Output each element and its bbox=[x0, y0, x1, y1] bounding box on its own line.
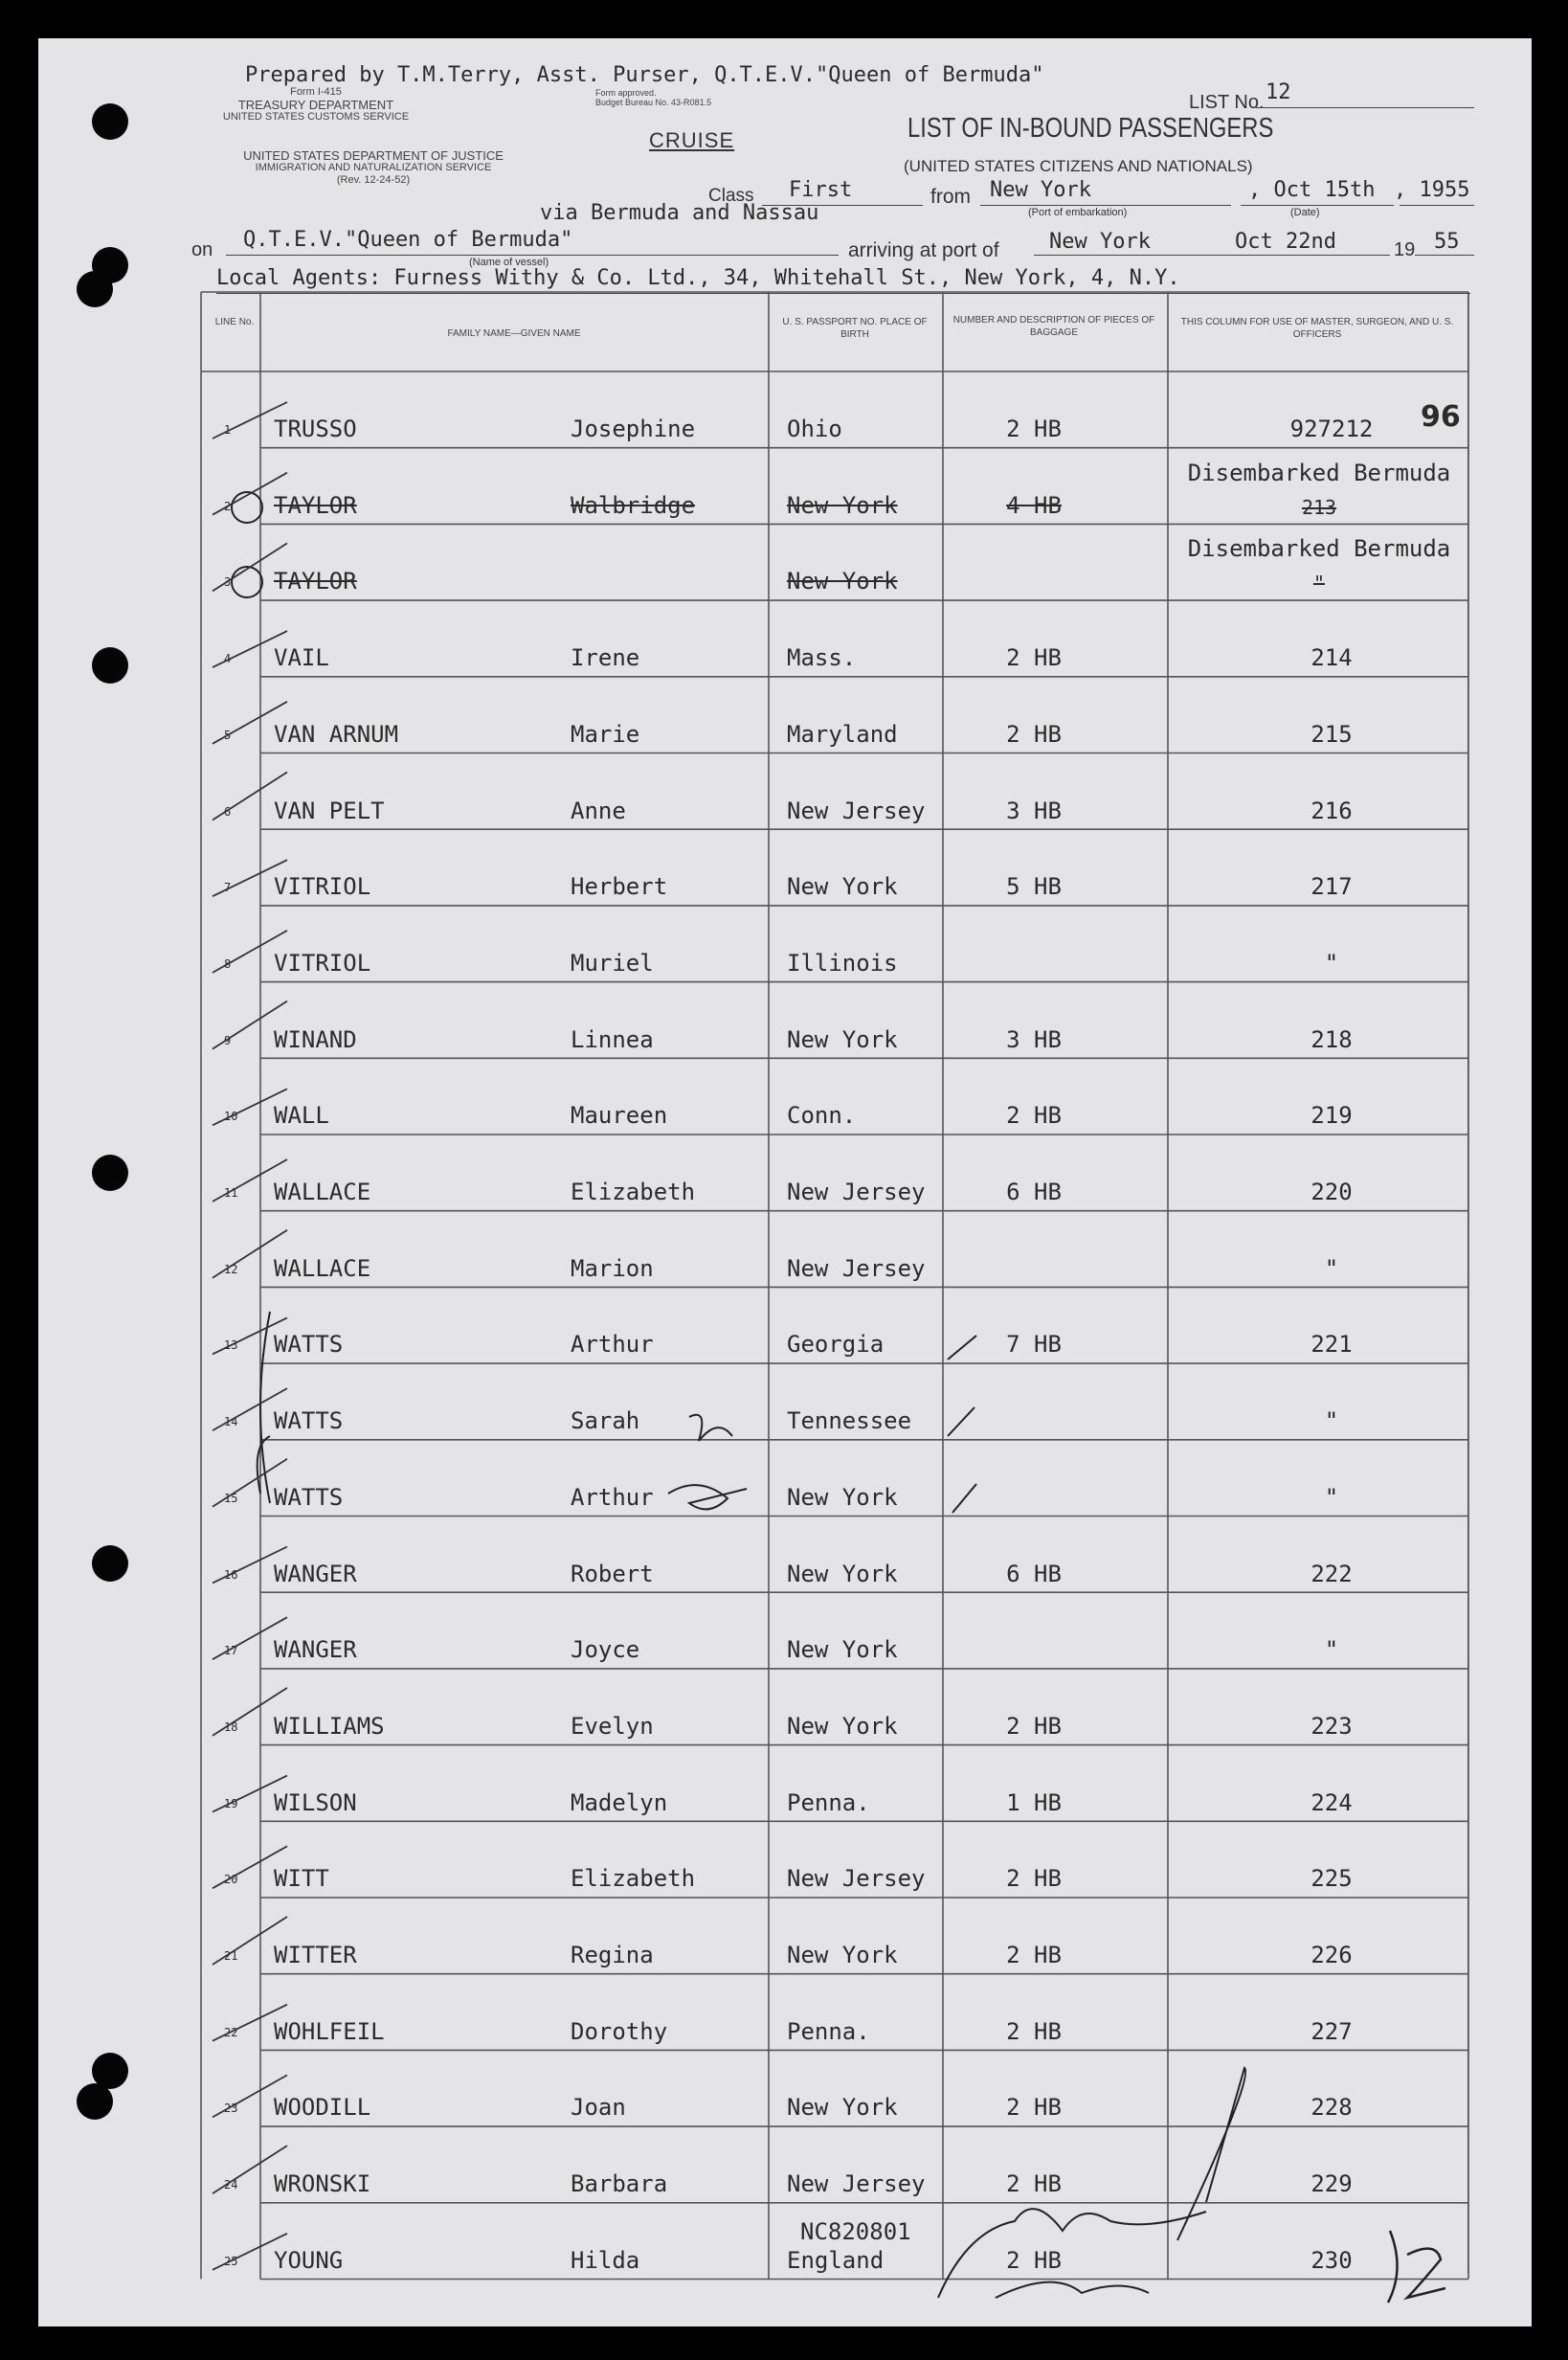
family-name: WRONSKI bbox=[274, 2170, 371, 2198]
col-header-name: FAMILY NAME—GIVEN NAME bbox=[447, 328, 581, 339]
line-number: 2 bbox=[224, 499, 232, 513]
port-embark-note: (Port of embarkation) bbox=[1028, 207, 1128, 218]
official-number: 220 bbox=[1310, 1179, 1353, 1205]
line-number: 3 bbox=[224, 575, 232, 590]
place-of-birth: Penna. bbox=[787, 2017, 870, 2045]
baggage-count: 7 HB bbox=[1006, 1331, 1062, 1359]
line-number: 1 bbox=[224, 423, 232, 437]
place-of-birth: Illinois bbox=[787, 949, 898, 977]
vessel-note: (Name of vessel) bbox=[469, 257, 549, 268]
place-of-birth: Georgia bbox=[787, 1331, 885, 1359]
cruise-label: CRUISE bbox=[649, 128, 735, 152]
line-number: 7 bbox=[224, 881, 232, 895]
official-number: 225 bbox=[1310, 1865, 1353, 1893]
class-label: Class bbox=[708, 186, 754, 206]
given-name: Joan bbox=[571, 2094, 626, 2122]
given-name: Joyce bbox=[571, 1636, 640, 1664]
line-number: 22 bbox=[224, 2025, 238, 2039]
family-name: WALL bbox=[274, 1102, 329, 1130]
given-name: Marie bbox=[571, 720, 640, 748]
given-name: Robert bbox=[571, 1560, 654, 1587]
family-name: WALLACE bbox=[274, 1179, 371, 1205]
place-of-birth: New York bbox=[787, 873, 898, 901]
given-name: Elizabeth bbox=[571, 1865, 696, 1893]
disembarked-note: Disembarked Bermuda bbox=[1187, 535, 1451, 563]
place-of-birth: New York bbox=[787, 1942, 898, 1968]
official-number: 219 bbox=[1310, 1102, 1353, 1130]
line-number: 9 bbox=[224, 1033, 232, 1047]
given-name: Josephine bbox=[571, 416, 696, 442]
family-name: TAYLOR bbox=[274, 491, 357, 519]
place-of-birth: New York bbox=[787, 1636, 898, 1664]
line-number: 17 bbox=[224, 1644, 238, 1658]
line-number: 25 bbox=[224, 2254, 238, 2268]
family-name: WITTER bbox=[274, 1942, 357, 1968]
given-name: Evelyn bbox=[571, 1712, 654, 1740]
line-number: 10 bbox=[224, 1110, 238, 1124]
given-name: Madelyn bbox=[571, 1788, 668, 1816]
family-name: VAIL bbox=[274, 644, 329, 672]
official-number: 223 bbox=[1310, 1712, 1353, 1740]
line-number: 20 bbox=[224, 1873, 238, 1887]
baggage-count: 2 HB bbox=[1006, 416, 1062, 442]
official-number: " bbox=[1324, 1483, 1339, 1511]
official-number: 227 bbox=[1310, 2017, 1353, 2045]
official-number: " bbox=[1324, 1636, 1339, 1664]
official-number: 217 bbox=[1310, 873, 1353, 901]
family-name: VITRIOL bbox=[274, 949, 371, 977]
place-of-birth: New Jersey bbox=[787, 2170, 926, 2198]
family-name: WINAND bbox=[274, 1025, 357, 1053]
baggage-count: 3 HB bbox=[1006, 1025, 1062, 1053]
from-label: from bbox=[930, 186, 971, 208]
official-number: 215 bbox=[1310, 720, 1353, 748]
given-name: Herbert bbox=[571, 873, 668, 901]
prepared-by-line: Prepared by T.M.Terry, Asst. Purser, Q.T.E.V."Queen of Bermuda" bbox=[245, 63, 1044, 87]
given-name: Marion bbox=[571, 1254, 654, 1282]
official-number: 213 bbox=[1301, 495, 1337, 519]
form-approved: Form approved. Budget Bureau No. 43-R081.5 bbox=[595, 88, 712, 107]
date-note: (Date) bbox=[1290, 207, 1320, 218]
arriving-label: arriving at port of bbox=[848, 239, 999, 261]
col-header-baggage: NUMBER AND DESCRIPTION OF PIECES OF BAGGAGE bbox=[952, 315, 1155, 338]
line-number: 24 bbox=[224, 2178, 238, 2192]
given-name: Linnea bbox=[571, 1025, 654, 1053]
line-number: 14 bbox=[224, 1415, 238, 1429]
from-value: New York bbox=[990, 178, 1091, 202]
baggage-count: 6 HB bbox=[1006, 1560, 1062, 1587]
baggage-count: 2 HB bbox=[1006, 720, 1062, 748]
manifest-subtitle: (UNITED STATES CITIZENS AND NATIONALS) bbox=[904, 157, 1253, 175]
place-of-birth: New York bbox=[787, 568, 898, 596]
official-number: " bbox=[1324, 949, 1339, 977]
place-of-birth: Penna. bbox=[787, 1788, 870, 1816]
list-no-label: LIST No. bbox=[1189, 92, 1265, 113]
given-name: Sarah bbox=[571, 1407, 640, 1435]
official-number: " bbox=[1312, 572, 1326, 596]
year-from: , 1955 bbox=[1394, 178, 1470, 202]
baggage-count: 2 HB bbox=[1006, 1712, 1062, 1740]
place-of-birth: New Jersey bbox=[787, 1865, 926, 1893]
col-header-passport: U. S. PASSPORT NO. PLACE OF BIRTH bbox=[782, 317, 928, 340]
given-name: Arthur bbox=[571, 1331, 654, 1359]
family-name: WITT bbox=[274, 1865, 329, 1893]
baggage-count: 2 HB bbox=[1006, 1865, 1062, 1893]
given-name: Irene bbox=[571, 644, 640, 672]
class-value: First bbox=[789, 178, 853, 202]
line-number: 11 bbox=[224, 1186, 238, 1200]
local-agents: Local Agents: Furness Withy & Co. Ltd., 34, Whitehall St., New York, 4, N.Y. bbox=[216, 266, 1180, 290]
given-name: Barbara bbox=[571, 2170, 668, 2198]
list-no-value: 12 bbox=[1266, 80, 1291, 104]
line-number: 5 bbox=[224, 728, 232, 742]
page-number-stamp: 96 bbox=[1421, 400, 1461, 434]
arrival-date: Oct 22nd bbox=[1235, 230, 1336, 254]
place-of-birth: New Jersey bbox=[787, 1254, 926, 1282]
on-label: on bbox=[191, 239, 213, 260]
line-number: 15 bbox=[224, 1491, 238, 1505]
given-name: Walbridge bbox=[571, 491, 696, 519]
given-name: Hilda bbox=[571, 2246, 640, 2274]
official-number: 221 bbox=[1310, 1331, 1353, 1359]
year-label: 19 bbox=[1394, 239, 1416, 260]
form-id: Form I-415 TREASURY DEPARTMENT UNITED STATES CUSTOMS SERVICE bbox=[222, 86, 410, 123]
family-name: WATTS bbox=[274, 1483, 344, 1511]
given-name: Elizabeth bbox=[571, 1179, 696, 1205]
family-name: TAYLOR bbox=[274, 568, 357, 596]
official-number: 228 bbox=[1310, 2094, 1353, 2122]
official-number: 218 bbox=[1310, 1025, 1353, 1053]
baggage-count: 2 HB bbox=[1006, 2094, 1062, 2122]
place-of-birth: New Jersey bbox=[787, 797, 926, 824]
place-of-birth: Mass. bbox=[787, 644, 857, 672]
place-of-birth: New York bbox=[787, 491, 898, 519]
given-name: Dorothy bbox=[571, 2017, 668, 2045]
line-number: 18 bbox=[224, 1719, 238, 1734]
official-number: 214 bbox=[1310, 644, 1353, 672]
line-number: 13 bbox=[224, 1338, 238, 1353]
line-number: 12 bbox=[224, 1262, 238, 1276]
official-number: 224 bbox=[1310, 1788, 1353, 1816]
family-name: WOODILL bbox=[274, 2094, 371, 2122]
line-number: 6 bbox=[224, 804, 232, 819]
baggage-count: 5 HB bbox=[1006, 873, 1062, 901]
baggage-count: 6 HB bbox=[1006, 1179, 1062, 1205]
place-of-birth: England bbox=[787, 2246, 885, 2274]
given-name: Maureen bbox=[571, 1102, 668, 1130]
line-number: 16 bbox=[224, 1567, 238, 1582]
baggage-count: 4 HB bbox=[1006, 491, 1062, 519]
given-name: Arthur bbox=[571, 1483, 654, 1511]
family-name: WILSON bbox=[274, 1788, 357, 1816]
official-number: " bbox=[1324, 1254, 1339, 1282]
manifest-title: LIST OF IN-BOUND PASSENGERS bbox=[907, 113, 1274, 144]
line-number: 21 bbox=[224, 1949, 238, 1963]
place-of-birth: Tennessee bbox=[787, 1407, 912, 1435]
official-number: 927212 bbox=[1289, 416, 1374, 442]
place-of-birth: New York bbox=[787, 2094, 898, 2122]
official-number: " bbox=[1324, 1407, 1339, 1435]
family-name: WILLIAMS bbox=[274, 1712, 385, 1740]
place-of-birth: New York bbox=[787, 1560, 898, 1587]
given-name: Muriel bbox=[571, 949, 654, 977]
baggage-count: 2 HB bbox=[1006, 2170, 1062, 2198]
baggage-count: 2 HB bbox=[1006, 644, 1062, 672]
via-route: via Bermuda and Nassau bbox=[540, 201, 819, 225]
disembarked-note: Disembarked Bermuda bbox=[1187, 459, 1451, 486]
col-header-line-no: LINE No. bbox=[214, 317, 255, 327]
family-name: WATTS bbox=[274, 1407, 344, 1435]
family-name: VITRIOL bbox=[274, 873, 371, 901]
family-name: VAN ARNUM bbox=[274, 720, 399, 748]
passport-number: NC820801 bbox=[800, 2217, 911, 2245]
line-number: 23 bbox=[224, 2102, 238, 2116]
official-number: 230 bbox=[1310, 2246, 1353, 2274]
official-number: 222 bbox=[1310, 1560, 1353, 1587]
baggage-count: 1 HB bbox=[1006, 1788, 1062, 1816]
place-of-birth: Ohio bbox=[787, 416, 842, 442]
family-name: WALLACE bbox=[274, 1254, 371, 1282]
arrival-port: New York bbox=[1049, 230, 1151, 254]
family-name: WANGER bbox=[274, 1560, 357, 1587]
family-name: WOHLFEIL bbox=[274, 2017, 385, 2045]
date-from-value: , Oct 15th bbox=[1248, 178, 1376, 202]
place-of-birth: Maryland bbox=[787, 720, 898, 748]
place-of-birth: New York bbox=[787, 1712, 898, 1740]
baggage-count: 2 HB bbox=[1006, 2246, 1062, 2274]
line-number: 4 bbox=[224, 652, 232, 666]
given-name: Anne bbox=[571, 797, 626, 824]
vessel-name: Q.T.E.V."Queen of Bermuda" bbox=[243, 228, 573, 252]
official-number: 226 bbox=[1310, 1942, 1353, 1968]
doj-block: UNITED STATES DEPARTMENT OF JUSTICE IMMIGRATION AND NATURALIZATION SERVICE (Rev. 12-24-52) bbox=[243, 148, 504, 186]
given-name: Regina bbox=[571, 1942, 654, 1968]
official-number: 216 bbox=[1310, 797, 1353, 824]
line-number: 19 bbox=[224, 1796, 238, 1810]
place-of-birth: New York bbox=[787, 1025, 898, 1053]
place-of-birth: New York bbox=[787, 1483, 898, 1511]
family-name: VAN PELT bbox=[274, 797, 385, 824]
line-number: 8 bbox=[224, 956, 232, 971]
baggage-count: 2 HB bbox=[1006, 1102, 1062, 1130]
arrival-year: 55 bbox=[1434, 230, 1460, 254]
baggage-count: 2 HB bbox=[1006, 2017, 1062, 2045]
family-name: WANGER bbox=[274, 1636, 357, 1664]
official-number: 229 bbox=[1310, 2170, 1353, 2198]
baggage-count: 3 HB bbox=[1006, 797, 1062, 824]
place-of-birth: Conn. bbox=[787, 1102, 857, 1130]
family-name: YOUNG bbox=[274, 2246, 344, 2274]
family-name: WATTS bbox=[274, 1331, 344, 1359]
baggage-count: 2 HB bbox=[1006, 1942, 1062, 1968]
col-header-official: THIS COLUMN FOR USE OF MASTER, SURGEON, AND U. S. OFFICERS bbox=[1180, 317, 1454, 340]
place-of-birth: New Jersey bbox=[787, 1179, 926, 1205]
family-name: TRUSSO bbox=[274, 416, 357, 442]
